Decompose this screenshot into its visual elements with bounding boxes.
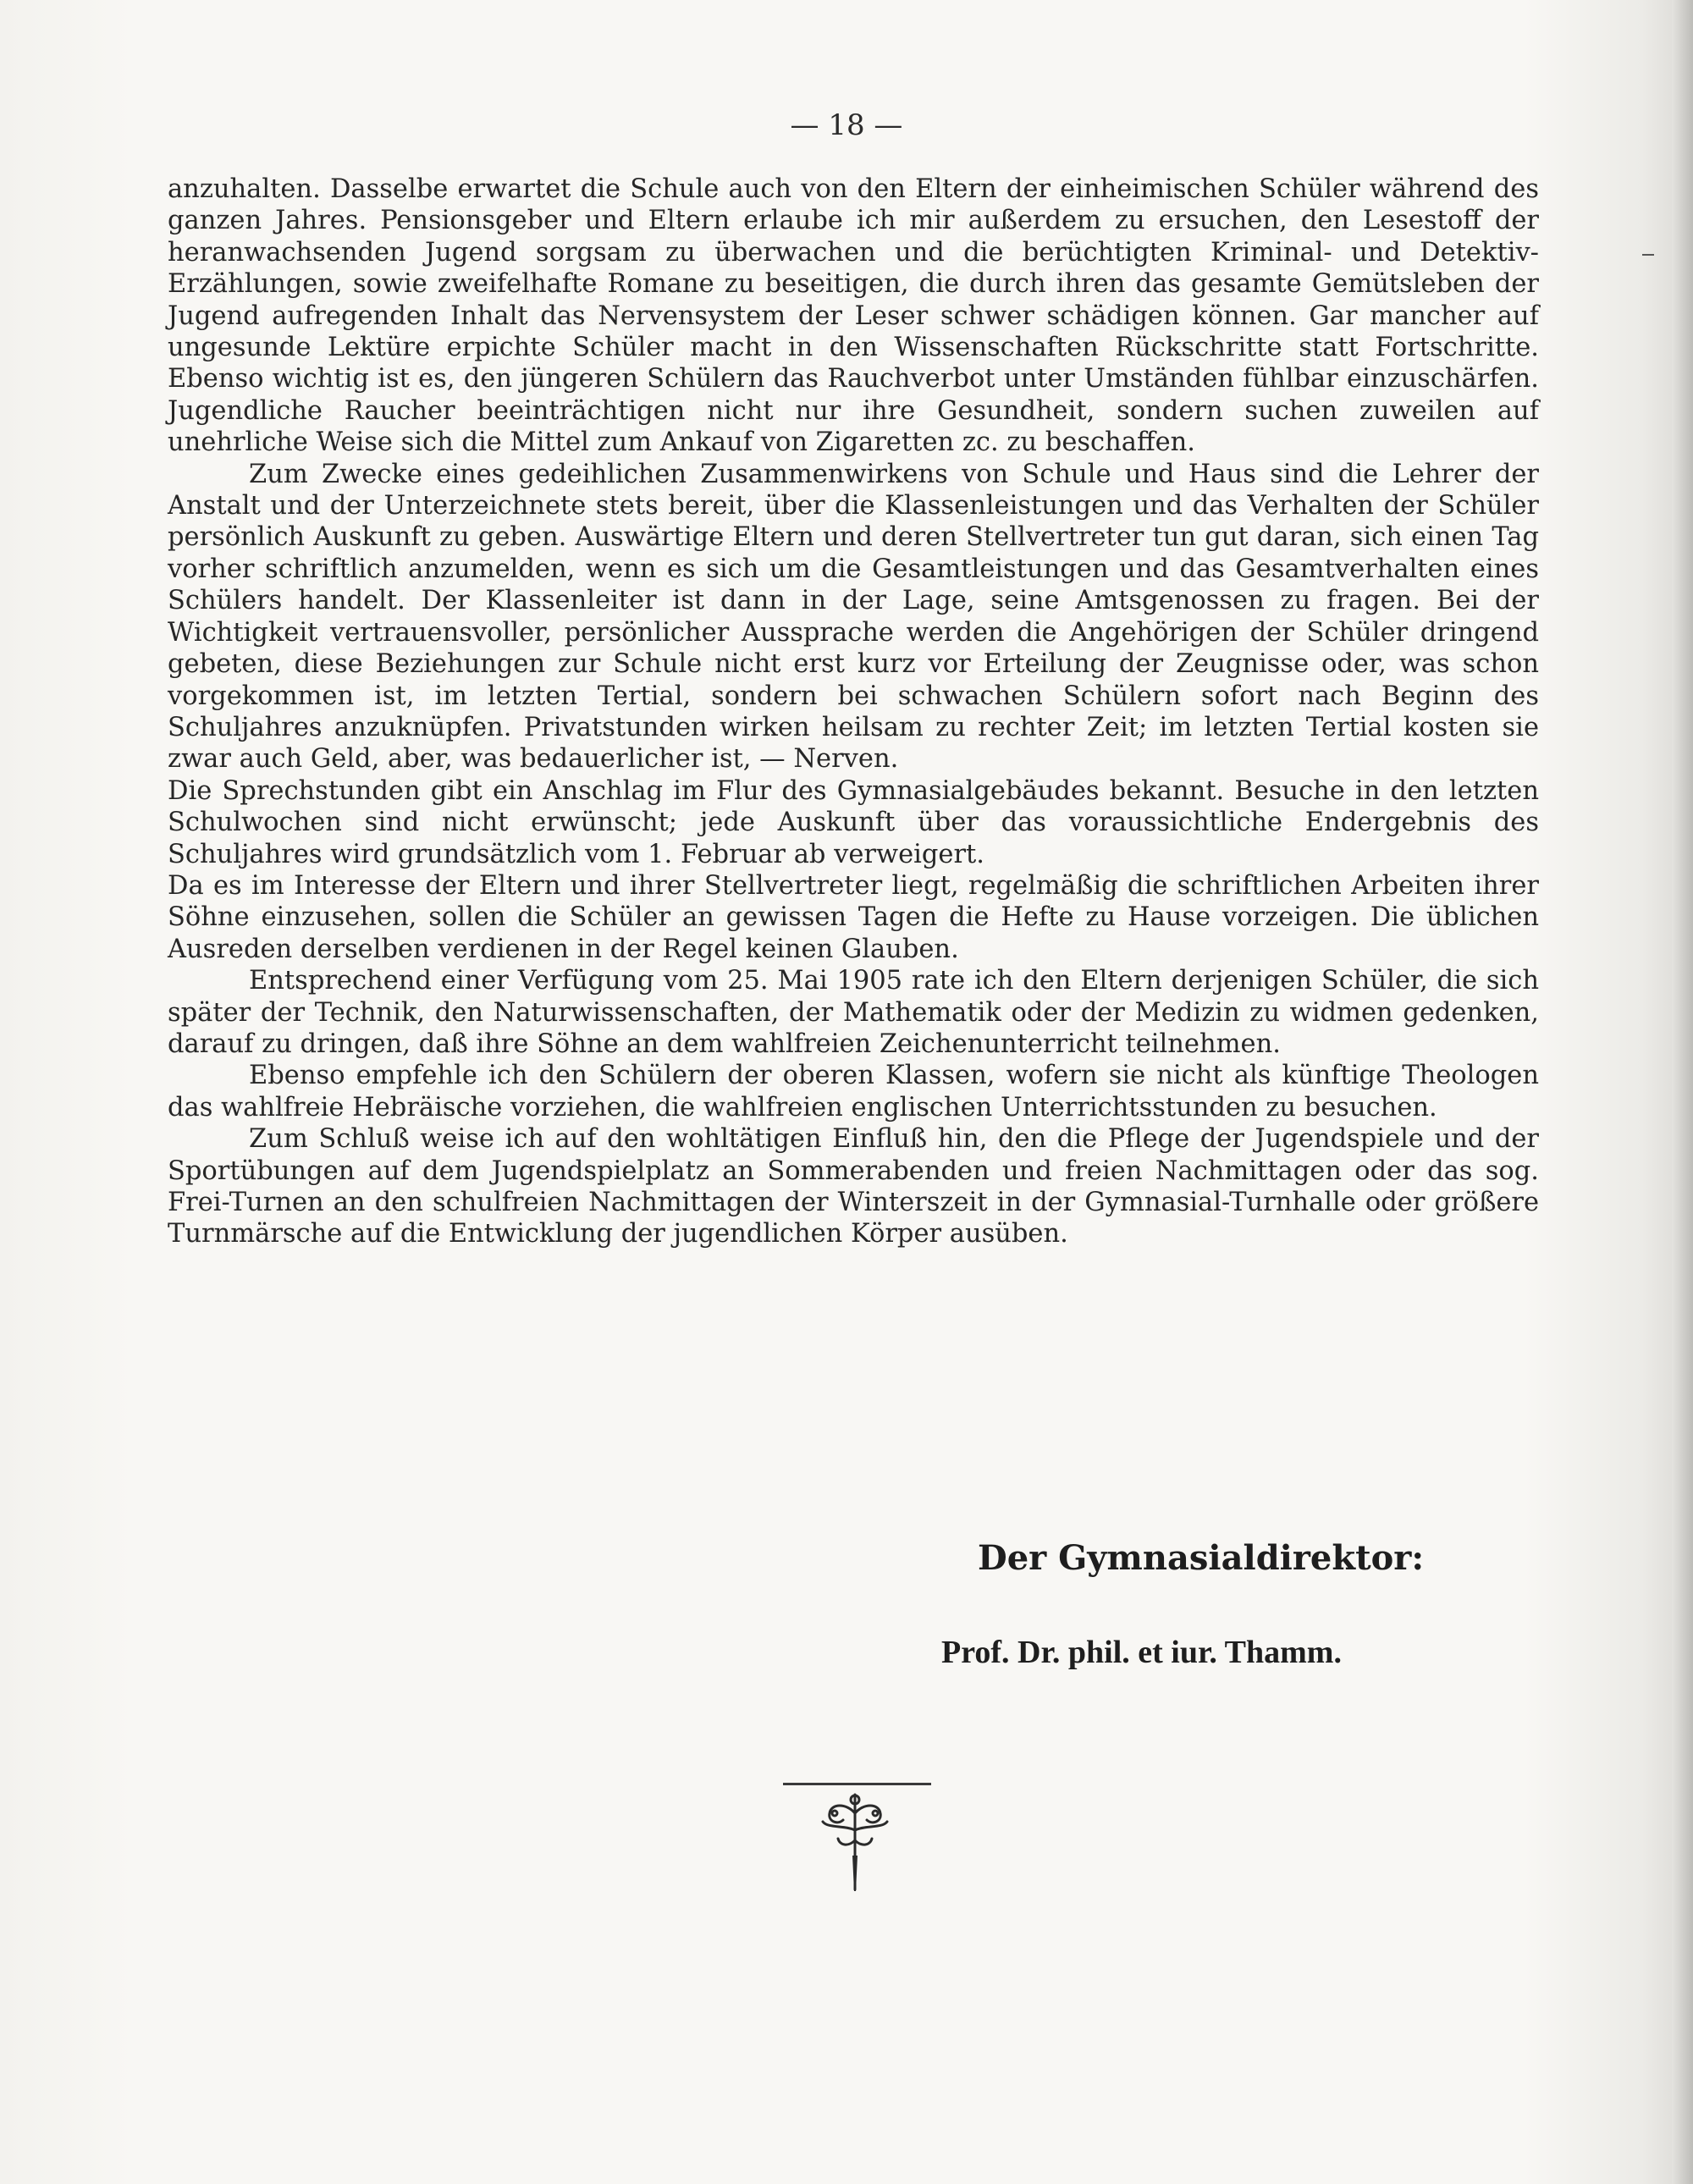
paragraph-rauchverbot: anzuhalten. Dasselbe erwartet die Schule auch von den Eltern der einheimischen Schüler während des ganzen Jahres. Pensionsgeber und Eltern erlaube ich mir außerdem zu ersuchen, den Lesestoff der heranwachsenden Jugend sorgsam zu überwachen und die berüchtigten Kriminal- und Detektiv-Erzählungen, sowie zweifelhafte Romane zu beseitigen, die durch ihren das gesamte Gemütsleben der Jugend aufregenden Inhalt das Nervensystem der Leser schwer schädigen können. Gar mancher auf ungesunde Lektüre erpichte Schüler macht in den Wissenschaften Rückschritte statt Fortschritte. Ebenso wichtig ist es, den jüngeren Schülern das Rauchverbot unter Umständen fühlbar einzuschärfen. Jugendliche Raucher beeinträchtigen nicht nur ihre Gesundheit, sondern suchen zuweilen auf unehrliche Weise sich die Mittel zum Ankauf von Zigaretten zc. zu beschaffen. [168, 174, 1539, 458]
margin-mark [1642, 254, 1654, 256]
fleuron-ornament-icon [813, 1788, 897, 1898]
end-rule [783, 1783, 931, 1785]
signature-title: Der Gymnasialdirektor: [978, 1538, 1425, 1578]
page-number: — 18 — [790, 108, 903, 142]
paragraph-zeichenunterricht: Entsprechend einer Verfügung vom 25. Mai 1905 rate ich den Eltern derjenigen Schüler, die sich später der Technik, den Naturwissenschaften, der Mathematik oder der Medizin zu widmen gedenken, darauf zu dringen, daß ihre Söhne an dem wahlfreien Zeichenunterricht teilnehmen. [168, 966, 1539, 1059]
signature-name: Prof. Dr. phil. et iur. Thamm. [941, 1635, 1342, 1670]
page-edge-shadow [1672, 0, 1693, 2184]
paragraph-hefte: Da es im Interesse der Eltern und ihrer Stellvertreter liegt, regelmäßig die schriftlichen Arbeiten ihrer Söhne einzusehen, sollen die Schüler an gewissen Tagen die Hefte zu Hause vorzeigen. Die üblichen Ausreden derselben verdienen in der Regel keinen Glauben. [168, 870, 1539, 964]
paragraph-jugendspiele: Zum Schluß weise ich auf den wohltätigen Einfluß hin, den die Pflege der Jugendspiele und der Sportübungen auf dem Jugendspielplatz an Sommerabenden und freien Nachmittagen oder das sog. Frei-Turnen an den schulfreien Nachmittagen der Winterszeit in der Gymnasial-Turnhalle oder größere Turnmärsche auf die Entwicklung der jugendlichen Körper ausüben. [168, 1124, 1539, 1249]
body-text [168, 174, 1539, 1250]
paragraph-englisch: Ebenso empfehle ich den Schülern der oberen Klassen, wofern sie nicht als künftige Theologen das wahlfreie Hebräische vorziehen, die wahlfreien englischen Unterrichtsstunden zu besuchen. [168, 1061, 1539, 1122]
paragraph-sprechstunden: Die Sprechstunden gibt ein Anschlag im Flur des Gymnasialgebäudes bekannt. Besuche in den letzten Schulwochen sind nicht erwünscht; jede Auskunft über das voraussichtliche Endergebnis des Schuljahres wird grundsätzlich vom 1. Februar ab verweigert. [168, 775, 1539, 869]
paragraph-zusammenwirken: Zum Zwecke eines gedeihlichen Zusammenwirkens von Schule und Haus sind die Lehrer der Anstalt und der Unterzeichnete stets bereit, über die Klassenleistungen und das Verhalten der Schüler persönlich Auskunft zu geben. Auswärtige Eltern und deren Stellvertreter tun gut daran, sich einen Tag vorher schriftlich anzumelden, wenn es sich um die Gesamtleistungen und das Gesamtverhalten eines Schülers handelt. Der Klassenleiter ist dann in der Lage, seine Amtsgenossen zu fragen. Bei der Wichtigkeit vertrauensvoller, persönlicher Aussprache werden die Angehörigen der Schüler dringend gebeten, diese Beziehungen zur Schule nicht erst kurz vor Erteilung der Zeugnisse oder, was schon vorgekommen ist, im letzten Tertial, sondern bei schwachen Schülern sofort nach Beginn des Schuljahres anzuknüpfen. Privatstunden wirken heilsam zu rechter Zeit; im letzten Tertial kosten sie zwar auch Geld, aber, was bedauerlicher ist, — Nerven. [168, 459, 1539, 775]
